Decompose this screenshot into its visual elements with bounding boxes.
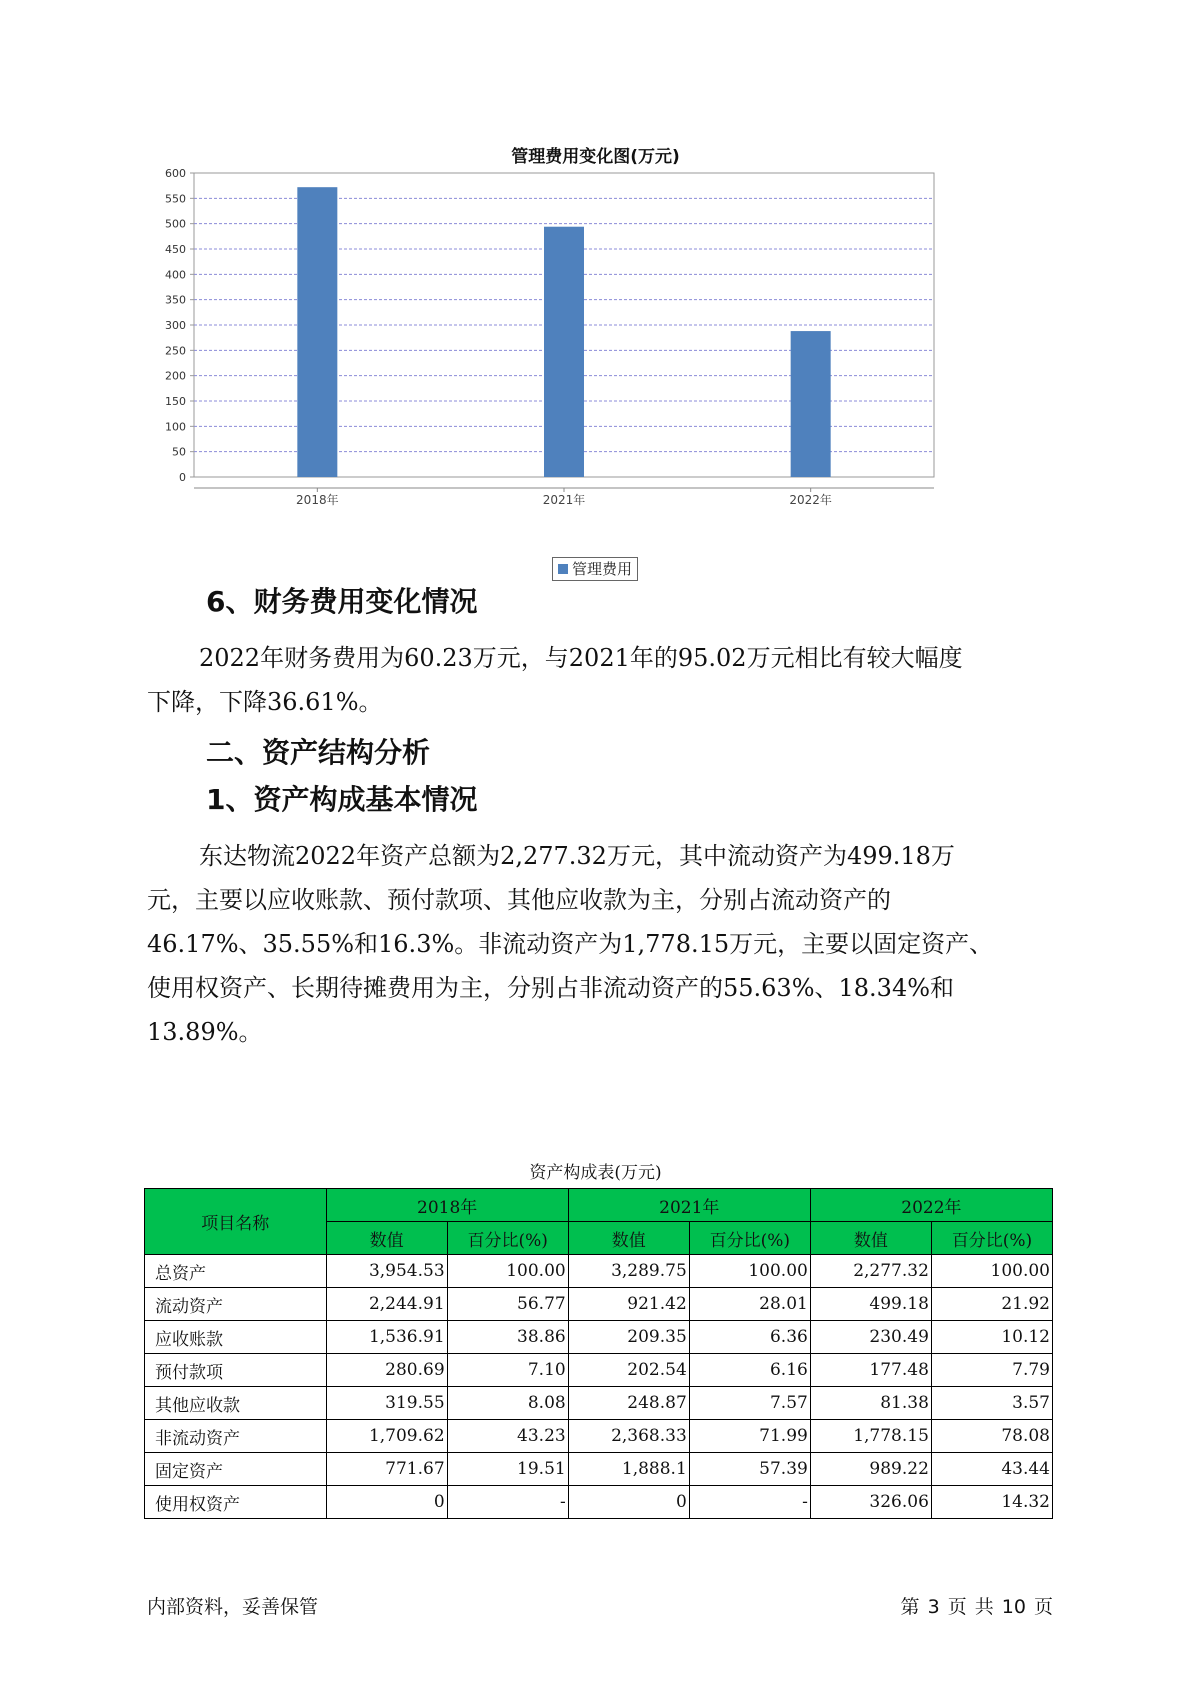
chart-title: 管理费用变化图(万元): [511, 147, 680, 167]
header-item-name: 项目名称: [145, 1189, 327, 1255]
header-percent: 百分比(%): [689, 1222, 810, 1255]
cell-value: 209.35: [568, 1321, 689, 1354]
table-row: [145, 1321, 1053, 1354]
cell-percent: 56.77: [447, 1288, 568, 1321]
table-row: [145, 1486, 1053, 1519]
y-tick-label: 200: [165, 369, 186, 383]
y-tick-label: 400: [165, 268, 186, 282]
row-name: 其他应收款: [145, 1387, 327, 1420]
y-tick-label: 0: [179, 471, 186, 484]
cell-value: 1,536.91: [326, 1321, 447, 1354]
cell-percent: 21.92: [931, 1288, 1052, 1321]
cell-value: 771.67: [326, 1453, 447, 1486]
cell-value: 248.87: [568, 1387, 689, 1420]
cell-percent: 38.86: [447, 1321, 568, 1354]
cell-percent: 28.01: [689, 1288, 810, 1321]
table-body: [145, 1255, 1053, 1519]
cell-value: 0: [326, 1486, 447, 1519]
paragraph-line: 下降，下降36.61%。: [147, 688, 383, 716]
header-value: 数值: [810, 1222, 931, 1255]
paragraph-line: 2022年财务费用为60.23万元，与2021年的95.02万元相比有较大幅度: [199, 644, 963, 672]
y-tick-label: 150: [165, 395, 186, 408]
bar-2021年: [544, 227, 584, 477]
legend-swatch: [558, 564, 568, 574]
cell-percent: -: [447, 1486, 568, 1519]
cell-percent: 71.99: [689, 1420, 810, 1453]
bar-2018年: [297, 187, 337, 477]
section-1-heading: 1、资产构成基本情况: [206, 783, 478, 816]
table-row: [145, 1453, 1053, 1486]
header-percent: 百分比(%): [447, 1222, 568, 1255]
cell-value: 3,289.75: [568, 1255, 689, 1288]
cell-value: 2,244.91: [326, 1288, 447, 1321]
cell-percent: 43.23: [447, 1420, 568, 1453]
section-two-heading: 二、资产结构分析: [206, 736, 431, 769]
paragraph-line: 使用权资产、长期待摊费用为主，分别占非流动资产的55.63%、18.34%和: [147, 974, 955, 1002]
table-caption: 资产构成表(万元): [529, 1163, 662, 1183]
cell-value: 81.38: [810, 1387, 931, 1420]
cell-percent: 8.08: [447, 1387, 568, 1420]
y-tick-label: 550: [165, 192, 186, 206]
cell-value: 921.42: [568, 1288, 689, 1321]
chart-legend: [552, 557, 638, 581]
legend-label: 管理费用: [572, 560, 633, 578]
cell-percent: 100.00: [931, 1255, 1052, 1288]
cell-percent: 100.00: [689, 1255, 810, 1288]
cell-value: 2,277.32: [810, 1255, 931, 1288]
paragraph-line: 东达物流2022年资产总额为2,277.32万元，其中流动资产为499.18万: [199, 842, 955, 870]
cell-percent: 7.57: [689, 1387, 810, 1420]
paragraph-line: 46.17%、35.55%和16.3%。非流动资产为1,778.15万元，主要以固定资产、: [147, 930, 994, 958]
x-tick-label: 2018年: [296, 493, 339, 507]
paragraph-line: 元，主要以应收账款、预付款项、其他应收款为主，分别占流动资产的: [147, 886, 891, 914]
table-row: [145, 1288, 1053, 1321]
row-name: 固定资产: [145, 1453, 327, 1486]
paragraph-line: 13.89%。: [147, 1018, 263, 1046]
section-6-paragraph: [147, 636, 1047, 724]
row-name: 总资产: [145, 1255, 327, 1288]
cell-percent: 57.39: [689, 1453, 810, 1486]
cell-percent: 3.57: [931, 1387, 1052, 1420]
y-tick-label: 250: [165, 344, 186, 358]
cell-value: 0: [568, 1486, 689, 1519]
cell-percent: 7.79: [931, 1354, 1052, 1387]
asset-structure-table: [144, 1188, 1053, 1519]
header-value: 数值: [568, 1222, 689, 1255]
cell-percent: 14.32: [931, 1486, 1052, 1519]
cell-value: 499.18: [810, 1288, 931, 1321]
footer-confidential: 内部资料，妥善保管: [147, 1596, 319, 1618]
cell-value: 202.54: [568, 1354, 689, 1387]
row-name: 预付款项: [145, 1354, 327, 1387]
y-tick-label: 500: [165, 217, 186, 231]
row-name: 非流动资产: [145, 1420, 327, 1453]
header-year: 2022年: [810, 1189, 1052, 1222]
cell-percent: 6.16: [689, 1354, 810, 1387]
cell-value: 1,709.62: [326, 1420, 447, 1453]
cell-value: 989.22: [810, 1453, 931, 1486]
y-tick-label: 350: [165, 293, 186, 307]
cell-value: 1,888.1: [568, 1453, 689, 1486]
y-tick-label: 100: [165, 420, 186, 434]
cell-percent: 6.36: [689, 1321, 810, 1354]
bar-2022年: [791, 331, 831, 477]
cell-value: 230.49: [810, 1321, 931, 1354]
cell-value: 326.06: [810, 1486, 931, 1519]
table-row: [145, 1354, 1053, 1387]
header-year: 2018年: [326, 1189, 568, 1222]
x-tick-label: 2022年: [789, 493, 832, 507]
cell-percent: 10.12: [931, 1321, 1052, 1354]
y-tick-label: 300: [165, 319, 186, 332]
x-tick-label: 2021年: [542, 493, 586, 507]
header-year: 2021年: [568, 1189, 810, 1222]
table-row: [145, 1387, 1053, 1420]
cell-value: 2,368.33: [568, 1420, 689, 1453]
cell-percent: 19.51: [447, 1453, 568, 1486]
row-name: 使用权资产: [145, 1486, 327, 1519]
cell-value: 3,954.53: [326, 1255, 447, 1288]
bar-chart: [150, 168, 950, 548]
cell-percent: 7.10: [447, 1354, 568, 1387]
cell-value: 280.69: [326, 1354, 447, 1387]
footer-page-number: 第 3 页 共 10 页: [900, 1596, 1053, 1618]
y-tick-label: 50: [172, 445, 186, 459]
cell-value: 1,778.15: [810, 1420, 931, 1453]
cell-percent: 100.00: [447, 1255, 568, 1288]
table-row: [145, 1420, 1053, 1453]
y-tick-label: 600: [165, 168, 186, 180]
section-6-heading: 6、财务费用变化情况: [206, 585, 478, 618]
cell-value: 319.55: [326, 1387, 447, 1420]
table-row: [145, 1255, 1053, 1288]
header-percent: 百分比(%): [931, 1222, 1052, 1255]
cell-percent: 43.44: [931, 1453, 1052, 1486]
cell-percent: 78.08: [931, 1420, 1052, 1453]
y-tick-label: 450: [165, 243, 186, 256]
row-name: 流动资产: [145, 1288, 327, 1321]
row-name: 应收账款: [145, 1321, 327, 1354]
cell-percent: -: [689, 1486, 810, 1519]
header-value: 数值: [326, 1222, 447, 1255]
section-1-paragraph: [147, 834, 1047, 1054]
cell-value: 177.48: [810, 1354, 931, 1387]
